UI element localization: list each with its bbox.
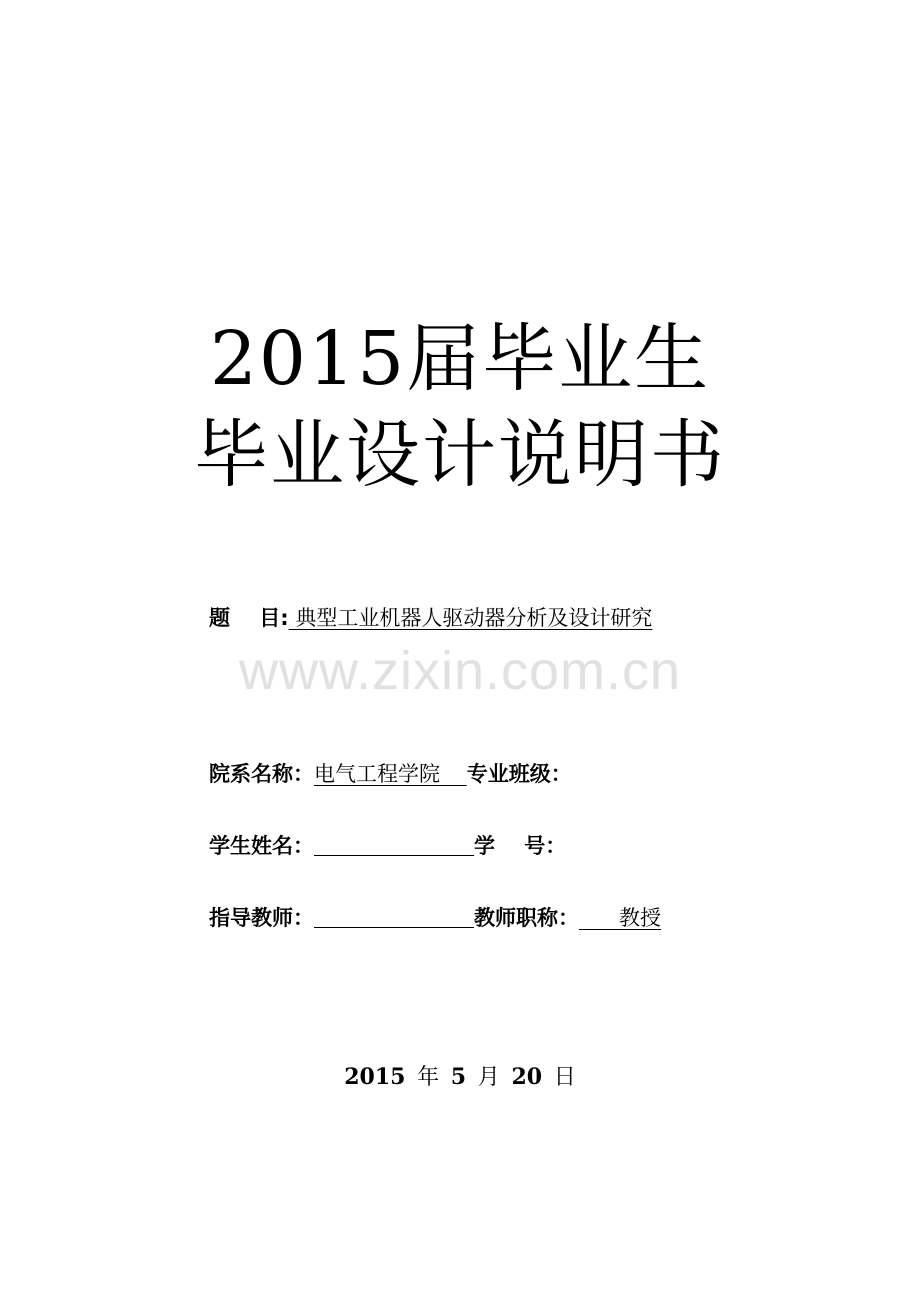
cover-title-line2: 毕业设计说明书 — [194, 412, 726, 498]
department-row — [209, 760, 572, 788]
advisor-title-label: 教师职称： — [474, 906, 579, 930]
date-year: 2015 — [344, 1064, 406, 1090]
date-day-unit: 日 — [553, 1065, 576, 1090]
student-row — [209, 832, 566, 860]
class-label: 专业班级： — [466, 762, 572, 786]
date-month: 5 — [450, 1064, 467, 1090]
advisor-label: 指导教师： — [209, 906, 314, 930]
date-year-unit: 年 — [417, 1065, 440, 1090]
date-line — [0, 1060, 920, 1091]
advisor-title-value: 教授 — [579, 906, 662, 930]
topic-value: 典型工业机器人驱动器分析及设计研究 — [288, 606, 653, 630]
topic-label: 题 目: — [209, 606, 289, 630]
advisor-row — [209, 904, 661, 932]
cover-title-line1: 2015届毕业生 — [209, 316, 711, 402]
advisor-blank — [314, 907, 474, 928]
student-id-label: 学 号： — [474, 834, 567, 858]
watermark: www.zixin.com.cn — [238, 641, 682, 701]
student-name-label: 学生姓名： — [209, 834, 314, 858]
department-label: 院系名称： — [209, 762, 314, 786]
department-value: 电气工程学院 — [314, 762, 467, 786]
student-name-blank — [314, 835, 474, 856]
date-month-unit: 月 — [477, 1065, 500, 1090]
date-day: 20 — [511, 1064, 543, 1090]
topic-row — [209, 604, 652, 632]
